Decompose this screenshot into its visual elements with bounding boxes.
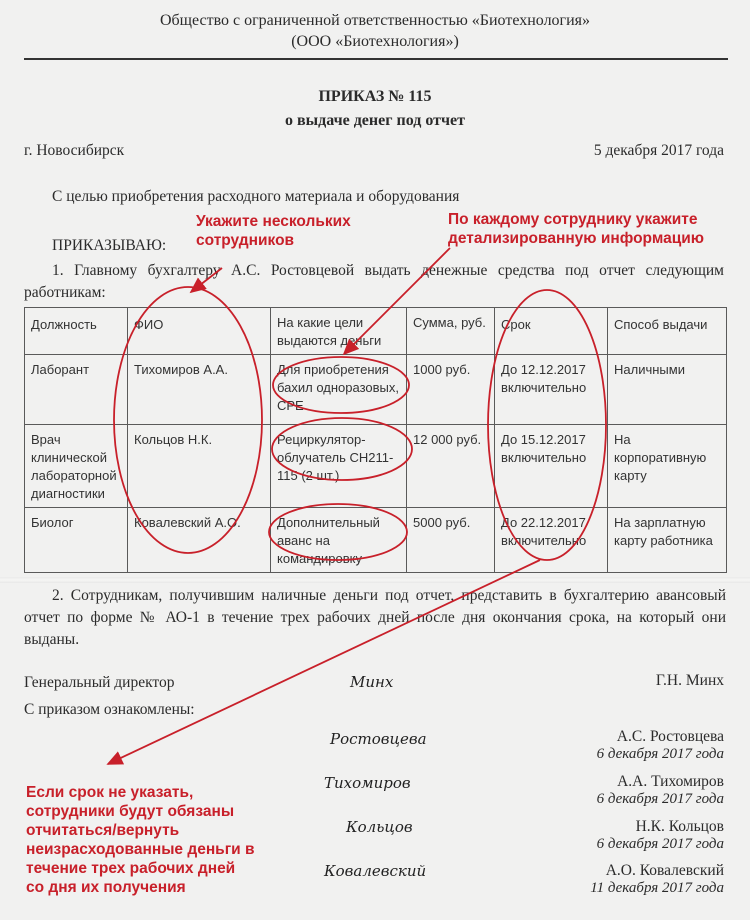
- highlight-purpose-3-ellipse: [269, 504, 407, 560]
- order-city: г. Новосибирск: [24, 142, 125, 159]
- signature-koltsov: Кольцов: [346, 818, 413, 836]
- signature-rostovtseva: Ростовцева: [330, 730, 427, 748]
- employee-date: 6 декабря 2017 года: [596, 791, 724, 807]
- cell-deadline: До 22.12.2017 включительно: [495, 508, 608, 573]
- highlight-purpose-1-ellipse: [273, 357, 409, 413]
- highlight-purpose-2-ellipse: [272, 418, 412, 480]
- callout-no-deadline: Если срок не указать, сотрудники будут обязаны отчитаться/вернуть неизрасходованные деньги в течение трех рабочих дней со дня их получения: [26, 784, 255, 896]
- cell-position: Биолог: [25, 508, 128, 573]
- arrow-to-purpose: [344, 248, 450, 354]
- signature-tikhomirov: Тихомиров: [324, 774, 411, 792]
- employee-name: А.О. Ковалевский: [605, 862, 724, 879]
- employee-date: 6 декабря 2017 года: [596, 746, 724, 762]
- cell-name: Кольцов Н.К.: [128, 425, 271, 508]
- cell-name: Тихомиров А.А.: [128, 355, 271, 425]
- director-title: Генеральный директор: [24, 674, 175, 691]
- order-date: 5 декабря 2017 года: [593, 142, 724, 159]
- cell-purpose: Для приобретения бахил одноразовых, СРЕ: [271, 355, 407, 425]
- cell-method: Наличными: [608, 355, 727, 425]
- signature-kovalevsky: Ковалевский: [324, 862, 427, 880]
- cell-position: Врач клинической лабораторной диагностики: [25, 425, 128, 508]
- header-method: Способ выдачи: [608, 308, 727, 355]
- arrow-to-names: [191, 268, 222, 292]
- callout-detailed-info: По каждому сотруднику укажите детализированную информацию: [448, 211, 704, 247]
- employee-date: 6 декабря 2017 года: [596, 836, 724, 852]
- order-purpose: С целью приобретения расходного материала и оборудования: [52, 188, 460, 205]
- cell-amount: 12 000 руб.: [407, 425, 495, 508]
- cell-name: Ковалевский А.О.: [128, 508, 271, 573]
- company-full-name: Общество с ограниченной ответственностью «Биотехнология»: [159, 12, 591, 29]
- header-purpose: На какие цели выдаются деньги: [271, 308, 407, 355]
- director-name: Г.Н. Минх: [655, 672, 724, 689]
- order-subtitle: о выдаче денег под отчет: [285, 112, 465, 129]
- employee-name: А.А. Тихомиров: [617, 773, 724, 790]
- employee-name: А.С. Ростовцева: [616, 728, 724, 745]
- cell-amount: 1000 руб.: [407, 355, 495, 425]
- header-deadline: Срок: [495, 308, 608, 355]
- arrow-to-deadline-note: [108, 560, 540, 764]
- order-item-2: 2. Сотрудникам, получившим наличные деньги под отчет, представить в бухгалтерию авансовый отчет по форме № АО-1 в течение трех рабочих дней после дня окончания срока, на который они выданы.: [24, 587, 726, 648]
- cell-purpose: Рециркулятор-облучатель СН211-115 (2 шт.): [271, 425, 407, 508]
- order-title: ПРИКАЗ № 115: [318, 88, 432, 105]
- header-position: Должность: [25, 308, 128, 355]
- cell-amount: 5000 руб.: [407, 508, 495, 573]
- company-short-name: (ООО «Биотехнология»): [291, 33, 459, 50]
- highlight-deadlines-ellipse: [488, 290, 606, 560]
- order-command: ПРИКАЗЫВАЮ:: [52, 237, 167, 254]
- highlight-names-ellipse: [114, 287, 262, 553]
- employee-name: Н.К. Кольцов: [635, 818, 724, 835]
- director-signature: Минх: [350, 673, 394, 691]
- header-name: ФИО: [128, 308, 271, 355]
- cell-deadline: До 12.12.2017 включительно: [495, 355, 608, 425]
- callout-several-employees: Укажите нескольких сотрудников: [196, 213, 351, 249]
- cell-purpose: Дополнительный аванс на командировку: [271, 508, 407, 573]
- cell-method: На корпоративную карту: [608, 425, 727, 508]
- cell-deadline: До 15.12.2017 включительно: [495, 425, 608, 508]
- header-amount: Сумма, руб.: [407, 308, 495, 355]
- order-item-1: 1. Главному бухгалтеру А.С. Ростовцевой выдать денежные средства под отчет следующим работникам:: [24, 262, 724, 301]
- acquainted-label: С приказом ознакомлены:: [24, 701, 195, 718]
- cell-position: Лаборант: [25, 355, 128, 425]
- employee-date: 11 декабря 2017 года: [590, 880, 724, 896]
- cell-method: На зарплатную карту работника: [608, 508, 727, 573]
